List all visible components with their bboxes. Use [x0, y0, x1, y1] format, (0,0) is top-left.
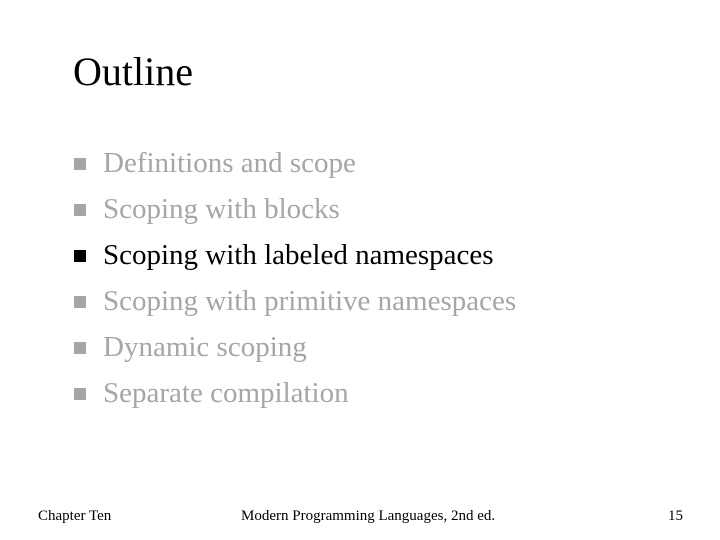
footer-book-title: Modern Programming Languages, 2nd ed. [241, 508, 496, 524]
square-bullet-icon [73, 249, 87, 263]
outline-item-label: Definitions and scope [103, 147, 356, 179]
square-bullet-icon [73, 203, 87, 217]
slide-title: Outline [73, 49, 193, 94]
page-number: 15 [668, 508, 683, 524]
outline-item-label: Scoping with labeled namespaces [103, 239, 494, 271]
outline-item-label: Scoping with blocks [103, 193, 340, 225]
outline-item-label: Scoping with primitive namespaces [103, 285, 517, 317]
outline-item-label: Separate compilation [103, 377, 349, 409]
outline-item-label: Dynamic scoping [103, 331, 307, 363]
footer-chapter: Chapter Ten [38, 508, 112, 524]
square-bullet-icon [73, 295, 87, 309]
square-bullet-icon [73, 157, 87, 171]
square-bullet-icon [73, 341, 87, 355]
square-bullet-icon [73, 387, 87, 401]
